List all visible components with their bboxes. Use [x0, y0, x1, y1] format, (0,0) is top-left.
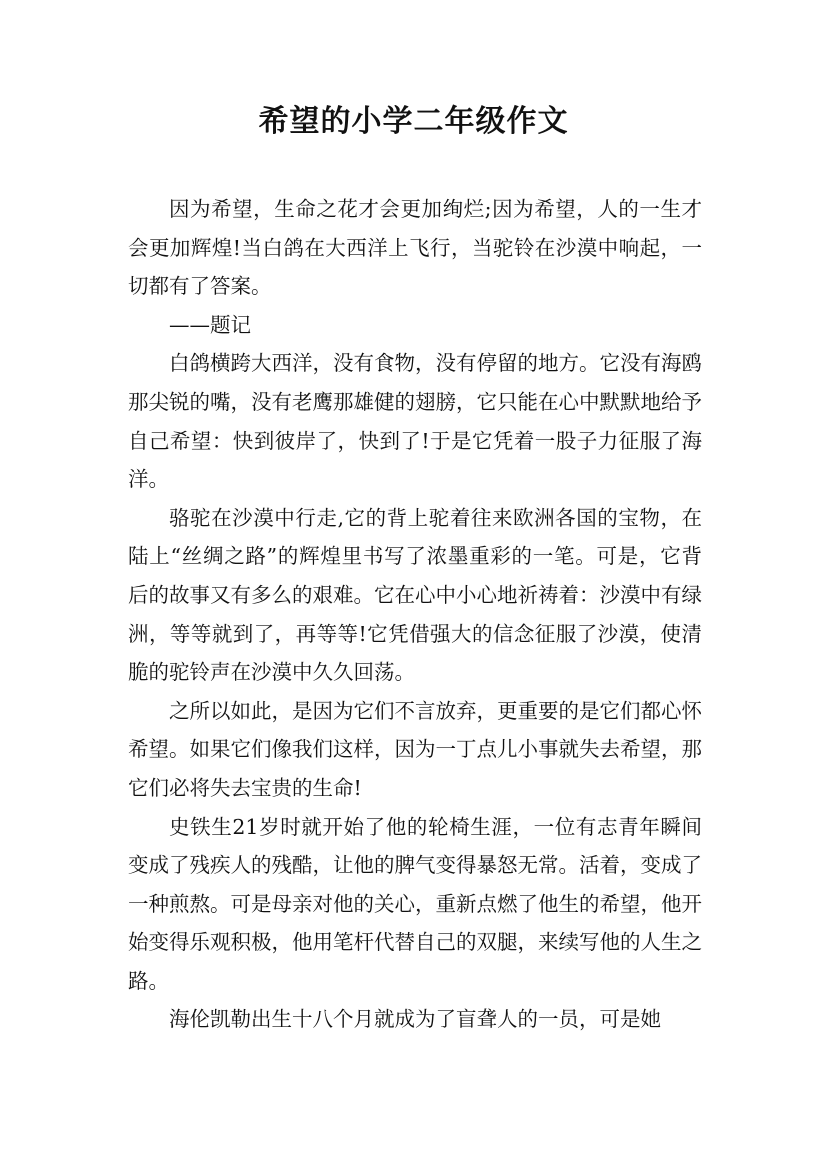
paragraph-pigeon: 白鸽横跨大西洋，没有食物，没有停留的地方。它没有海鸥那尖锐的嘴，没有老鹰那雄健的翅膀，它只能在心中默默地给予自己希望：快到彼岸了，快到了!于是它凭着一股子力征服了海洋。	[128, 351, 702, 492]
paragraph-reason: 之所以如此，是因为它们不言放弃，更重要的是它们都心怀希望。如果它们像我们这样，因为一丁点儿小事就失去希望，那它们必将失去宝贵的生命!	[128, 698, 702, 800]
paragraph-camel: 骆驼在沙漠中行走,它的背上驼着往来欧洲各国的宝物，在陆上“丝绸之路”的辉煌里书写了浓墨重彩的一笔。可是，它背后的故事又有多么的艰难。它在心中小心地祈祷着：沙漠中有绿洲，等等就到了，再等等!它凭借强大的信念征服了沙漠，使清脆的驼铃声在沙漠中久久回荡。	[128, 505, 702, 685]
document-title: 希望的小学二年级作文	[258, 104, 569, 139]
paragraph-intro: 因为希望，生命之花才会更加绚烂;因为希望，人的一生才会更加辉煌!当白鸽在大西洋上飞行，当驼铃在沙漠中响起，一切都有了答案。	[128, 197, 702, 299]
paragraph-shi-tiesheng: 史铁生21岁时就开始了他的轮椅生涯，一位有志青年瞬间变成了残疾人的残酷，让他的脾气变得暴怒无常。活着，变成了一种煎熬。可是母亲对他的关心，重新点燃了他生的希望，他开始变得乐观积极，他用笔杆代替自己的双腿，来续写他的人生之路。	[128, 814, 702, 993]
paragraph-epigraph: ——题记	[169, 312, 251, 337]
paragraph-helen-keller: 海伦凯勒出生十八个月就成为了盲聋人的一员，可是她	[169, 1007, 661, 1032]
document-body	[128, 190, 702, 1039]
